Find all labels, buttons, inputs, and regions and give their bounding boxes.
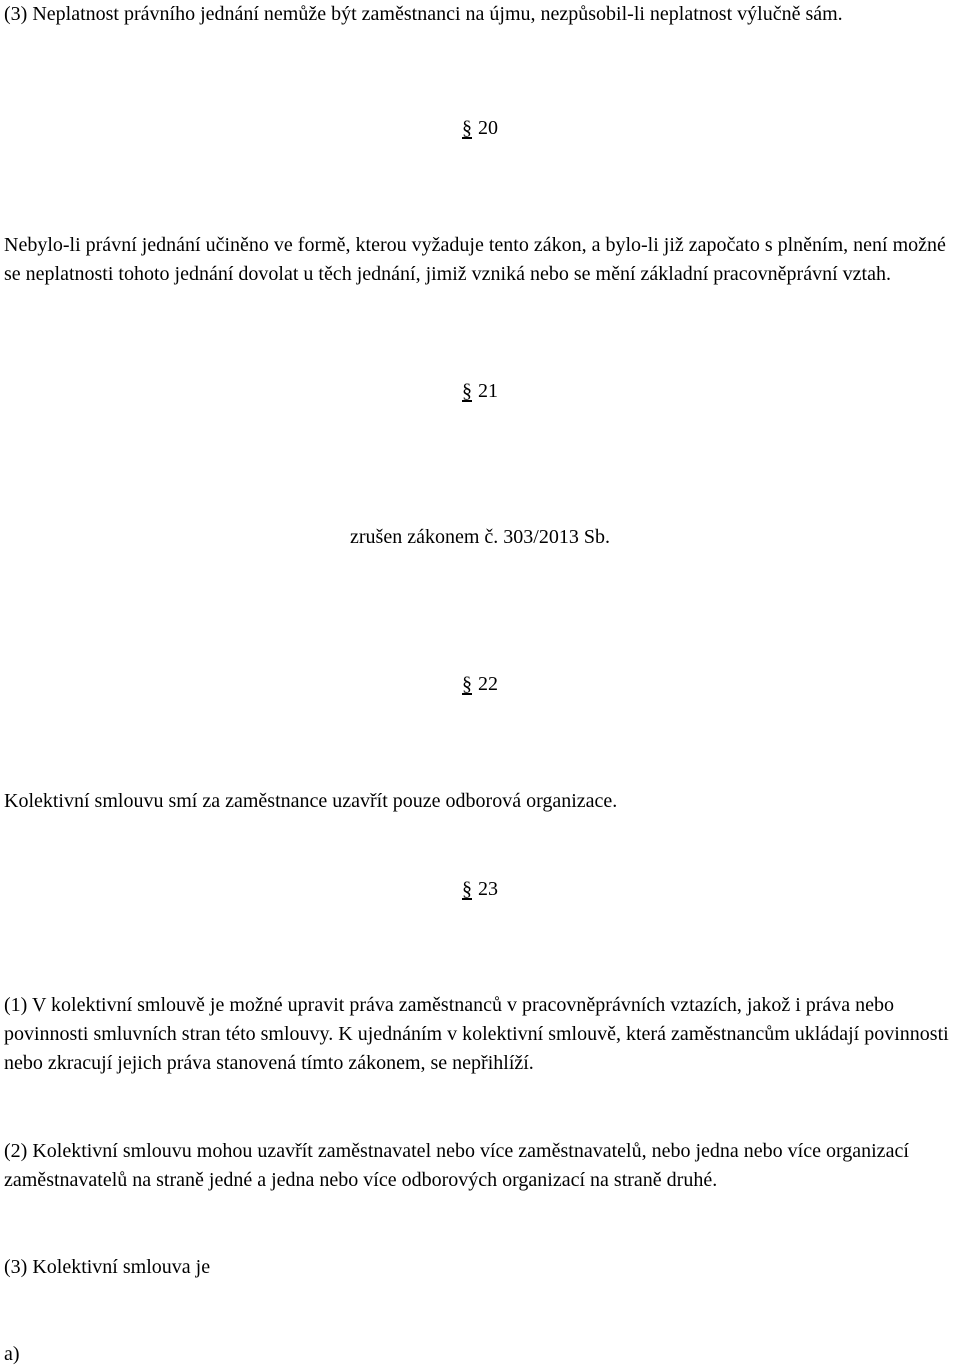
section-sign: § bbox=[462, 878, 472, 900]
section-sign: § bbox=[462, 117, 472, 139]
section-sign: § bbox=[462, 673, 472, 695]
section-number: 23 bbox=[478, 878, 498, 900]
section-number: 21 bbox=[478, 380, 498, 402]
paragraph-section-21: zrušen zákonem č. 303/2013 Sb. bbox=[350, 526, 610, 548]
paragraph-section-22: Kolektivní smlouvu smí za zaměstnance uzavřít pouze odborová organizace. bbox=[4, 790, 618, 812]
section-number: 20 bbox=[478, 117, 498, 139]
section-number: 22 bbox=[478, 673, 498, 695]
section-heading-23 bbox=[0, 875, 960, 904]
paragraph-section-20: Nebylo-li právní jednání učiněno ve formě, kterou vyžaduje tento zákon, a bylo-li již započato s plněním, není možné se neplatnosti tohoto jednání dovolat u těch jednání, jimiž vzniká nebo se mění základní pracovněprávní vztah. bbox=[4, 234, 946, 285]
list-item-a: a) bbox=[4, 1343, 20, 1365]
section-sign: § bbox=[462, 380, 472, 402]
paragraph-section-23-2: (2) Kolektivní smlouvu mohou uzavřít zaměstnavatel nebo více zaměstnavatelů, nebo jedna nebo více organizací zaměstnavatelů na straně jedné a jedna nebo více odborových organizací na straně druhé. bbox=[4, 1140, 909, 1191]
section-heading-22 bbox=[0, 670, 960, 699]
paragraph-section-23-3: (3) Kolektivní smlouva je bbox=[4, 1256, 211, 1278]
section-heading-20 bbox=[0, 114, 960, 143]
section-heading-21 bbox=[0, 377, 960, 406]
paragraph-section-23-1: (1) V kolektivní smlouvě je možné upravit práva zaměstnanců v pracovněprávních vztazích, jakož i práva nebo povinnosti smluvních stran této smlouvy. K ujednáním v kolektivní smlouvě, která zaměstnancům ukládají povinnosti nebo zkracují jejich práva stanovená tímto zákonem, se nepřihlíží. bbox=[4, 994, 949, 1074]
paragraph-intro: (3) Neplatnost právního jednání nemůže být zaměstnanci na újmu, nezpůsobil-li neplatnost výlučně sám. bbox=[4, 3, 843, 25]
